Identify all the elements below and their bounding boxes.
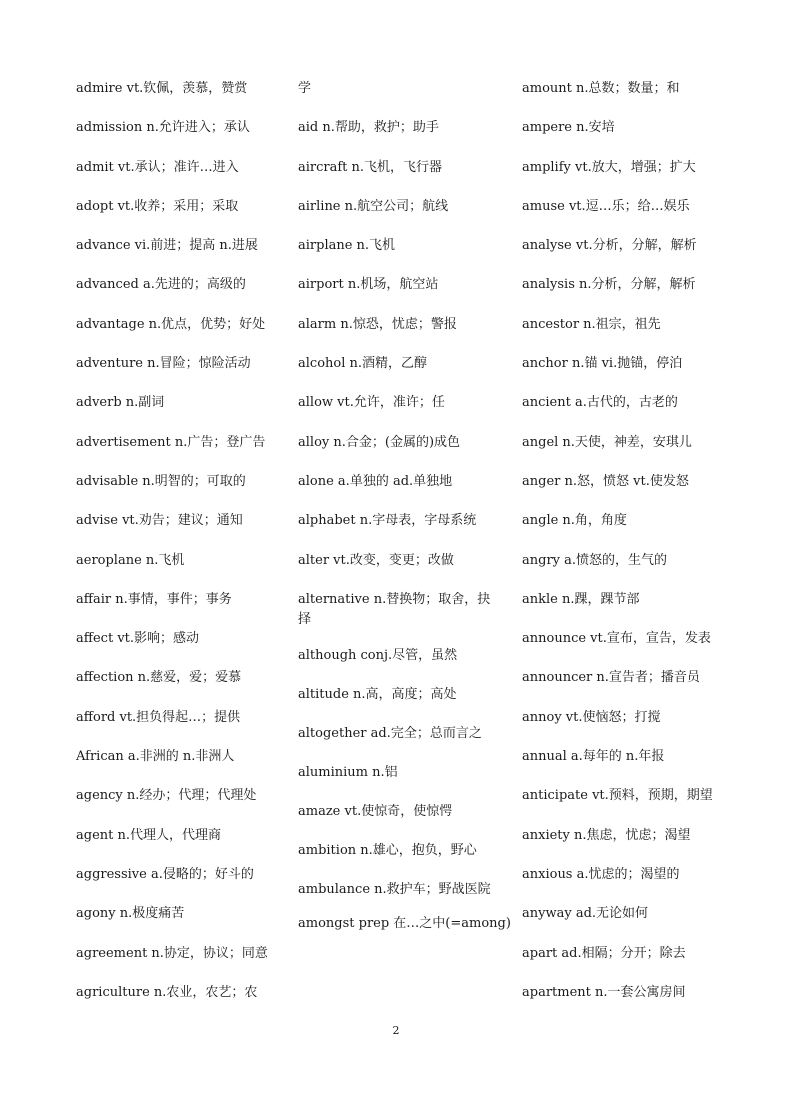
vocab-entry: affection n.慈爱，爱；爱慕 [76, 670, 242, 686]
vocab-entry: angel n.天使，神差，安琪儿 [522, 434, 692, 450]
vocab-entry: angry a.愤怒的，生气的 [522, 552, 668, 568]
vocab-entry: alternative n.替换物；取舍，抉择 [298, 591, 491, 627]
vocab-entry: anger n.怒，愤怒 vt.使发怒 [522, 473, 689, 489]
vocab-entry: admission n.允许进入；承认 [76, 120, 250, 136]
vocab-entry: ambulance n.救护车；野战医院 [298, 881, 491, 897]
vocab-entry: airline n.航空公司；航线 [298, 198, 449, 214]
column-3 [522, 79, 722, 1022]
vocab-entry: annoy vt.使恼怒；打搅 [522, 709, 661, 725]
vocab-entry: apart ad.相隔；分开；除去 [522, 945, 686, 961]
vocab-entry: afford vt.担负得起…；提供 [76, 709, 241, 725]
vocab-entry: aluminium n.铝 [298, 764, 398, 780]
page-number: 2 [392, 1024, 400, 1037]
vocab-entry: analyse vt.分析，分解，解析 [522, 238, 697, 254]
vocab-entry: adopt vt.收养；采用；采取 [76, 198, 239, 214]
column-1 [76, 79, 276, 1022]
column-2 [298, 79, 511, 934]
vocab-entry: ampere n.安培 [522, 120, 615, 136]
vocab-entry: amplify vt.放大，增强；扩大 [522, 159, 696, 175]
vocab-entry: apartment n.一套公寓房间 [522, 984, 686, 1000]
vocab-entry: anchor n.锚 vi.抛锚，停泊 [522, 356, 683, 372]
vocab-entry: advertisement n.广告；登广告 [76, 434, 266, 450]
vocab-entry: agency n.经办；代理；代理处 [76, 788, 257, 804]
vocab-entry: anyway ad.无论如何 [522, 906, 649, 922]
vocab-entry: alarm n.惊恐，忧虑；警报 [298, 316, 457, 332]
vocab-entry: announce vt.宣布，宣告，发表 [522, 631, 711, 647]
vocab-entry: amuse vt.逗…乐；给…娱乐 [522, 198, 690, 214]
vocab-entry: alone a.单独的 ad.单独地 [298, 473, 453, 489]
vocab-entry: admit vt.承认；准许…进入 [76, 159, 239, 175]
vocab-entry: anxious a.忧虑的；渴望的 [522, 866, 680, 882]
vocab-entry: angle n.角，角度 [522, 513, 627, 529]
vocab-entry: allow vt.允许，准许；任 [298, 395, 445, 411]
vocab-entry: although conj.尽管，虽然 [298, 647, 458, 663]
vocab-entry: anxiety n.焦虑，忧虑；渴望 [522, 827, 691, 843]
vocab-entry: affair n.事情，事件；事务 [76, 591, 232, 607]
vocab-entry: aircraft n.飞机，飞行器 [298, 159, 443, 175]
vocab-entry: alloy n.合金；(金属的)成色 [298, 434, 461, 450]
vocab-entry: anticipate vt.预料，预期，期望 [522, 788, 713, 804]
vocab-entry: airplane n.飞机 [298, 238, 396, 254]
vocab-entry: amongst prep 在…之中(=among) [298, 915, 511, 931]
vocab-entry: agriculture n.农业，农艺；农 [76, 984, 258, 1000]
vocab-entry: aid n.帮助，救护；助手 [298, 120, 439, 136]
vocab-entry: admire vt.钦佩，羡慕，赞赏 [76, 81, 248, 96]
vocab-entry: alcohol n.酒精，乙醇 [298, 356, 428, 372]
vocab-entry: altitude n.高，高度；高处 [298, 686, 457, 702]
vocab-entry: aeroplane n.飞机 [76, 552, 185, 568]
vocab-entry-continuation: 学 [298, 81, 312, 96]
vocab-entry: analysis n.分析，分解，解析 [522, 277, 696, 293]
vocab-entry: annual a.每年的 n.年报 [522, 749, 665, 765]
vocab-entry: altogether ad.完全；总而言之 [298, 725, 482, 741]
vocab-entry: adventure n.冒险；惊险活动 [76, 356, 251, 372]
vocab-entry: amount n.总数；数量；和 [522, 81, 680, 96]
vocab-entry: alter vt.改变，变更；改做 [298, 552, 454, 568]
vocab-entry: agreement n.协定，协议；同意 [76, 945, 268, 961]
vocab-entry: ancient a.古代的，古老的 [522, 395, 678, 411]
vocab-entry: ankle n.踝，踝节部 [522, 591, 640, 607]
vocab-entry: agony n.极度痛苦 [76, 906, 185, 922]
vocab-entry: aggressive a.侵略的；好斗的 [76, 866, 254, 882]
vocab-entry: affect vt.影响；感动 [76, 631, 200, 647]
vocab-entry: ancestor n.祖宗，祖先 [522, 316, 661, 332]
vocab-entry: airport n.机场，航空站 [298, 277, 439, 293]
vocab-entry: agent n.代理人，代理商 [76, 827, 221, 843]
vocab-entry: advance vi.前进；提高 n.进展 [76, 238, 258, 254]
vocab-entry: alphabet n.字母表，字母系统 [298, 513, 477, 529]
vocab-entry: African a.非洲的 n.非洲人 [76, 749, 235, 765]
vocab-entry: amaze vt.使惊奇，使惊愕 [298, 803, 453, 819]
vocab-entry: advisable n.明智的；可取的 [76, 473, 246, 489]
vocab-entry: advanced a.先进的；高级的 [76, 277, 246, 293]
vocab-entry: ambition n.雄心，抱负，野心 [298, 842, 477, 858]
vocab-entry: advise vt.劝告；建议；通知 [76, 513, 243, 529]
vocab-entry: advantage n.优点，优势；好处 [76, 316, 266, 332]
vocab-entry: announcer n.宣告者；播音员 [522, 670, 700, 686]
vocab-entry: adverb n.副词 [76, 395, 165, 411]
